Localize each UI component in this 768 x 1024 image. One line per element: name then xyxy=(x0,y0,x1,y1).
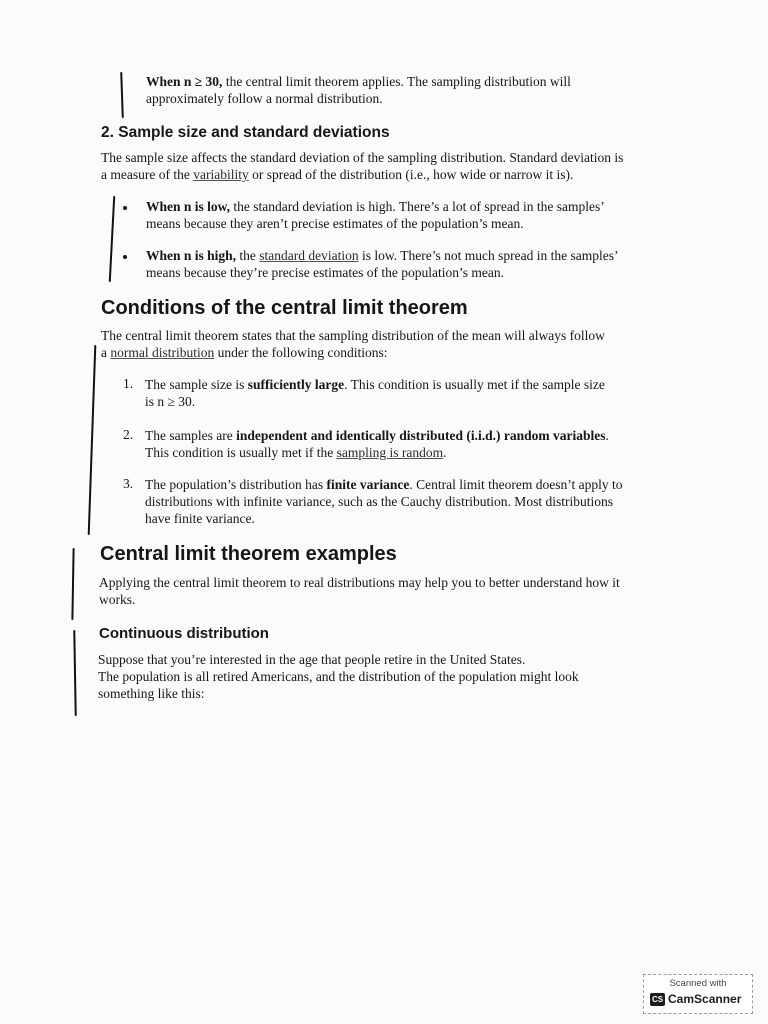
watermark-brand: CamScanner xyxy=(668,992,742,1006)
examples-para-line2: works. xyxy=(99,592,136,607)
condition-2-bold: independent and identically distributed (i.i.d.) random variables xyxy=(236,428,606,443)
condition-3-line3: have finite variance. xyxy=(145,511,255,526)
examples-paragraph xyxy=(99,574,699,608)
watermark-scanned-with: Scanned with xyxy=(669,978,727,989)
condition-2-line2-b: . xyxy=(443,445,447,460)
camscanner-watermark xyxy=(643,974,753,1014)
normal-distribution-link[interactable]: normal distribution xyxy=(110,345,215,360)
continuous-line3: something like this: xyxy=(98,686,205,701)
margin-mark-1 xyxy=(120,72,124,118)
condition-3-b: . Central limit theorem doesn’t apply to xyxy=(409,477,623,492)
bullet-high-n-line2: means because they’re precise estimates of the population’s mean. xyxy=(146,265,504,280)
sample-size-para-line2-b: or spread of the distribution (i.e., how wide or narrow it is). xyxy=(248,167,574,182)
condition-3-a: The population’s distribution has xyxy=(145,477,327,492)
continuous-paragraph xyxy=(98,651,698,702)
bullet-dot-1 xyxy=(123,206,127,210)
section-heading-examples: Central limit theorem examples xyxy=(100,543,397,565)
camscanner-logo-icon: CS xyxy=(651,995,664,1004)
continuous-line1: Suppose that you’re interested in the age that people retire in the United States. xyxy=(98,652,526,667)
condition-1-b: . This condition is usually met if the sample size xyxy=(344,377,605,392)
condition-1-bold: sufficiently large xyxy=(247,377,345,392)
condition-2-number: 2. xyxy=(123,427,134,442)
condition-3-line2: distributions with infinite variance, such as the Cauchy distribution. Most distributions xyxy=(145,494,613,509)
condition-1-line2: is n ≥ 30. xyxy=(145,394,196,409)
examples-para-line1: Applying the central limit theorem to real distributions may help you to better understand how it xyxy=(99,575,620,590)
section-heading-conditions: Conditions of the central limit theorem xyxy=(101,297,468,319)
sample-size-para-line2-a: a measure of the xyxy=(101,167,194,182)
sampling-is-random-link[interactable]: sampling is random xyxy=(336,445,444,460)
condition-3-number: 3. xyxy=(123,476,134,491)
margin-mark-4 xyxy=(71,548,74,620)
top-item-line2: approximately follow a normal distribution. xyxy=(146,91,383,106)
section-heading-continuous: Continuous distribution xyxy=(99,625,269,642)
bullet-low-n-bold: When n is low, xyxy=(146,199,231,214)
margin-mark-3 xyxy=(88,345,97,535)
conditions-intro-line2-b: under the following conditions: xyxy=(214,345,388,360)
condition-2-line2-a: This condition is usually met if the xyxy=(145,445,337,460)
standard-deviation-link[interactable]: standard deviation xyxy=(259,248,359,263)
bullet-low-n xyxy=(146,198,706,232)
condition-2 xyxy=(145,427,725,461)
conditions-intro xyxy=(101,327,701,361)
condition-3 xyxy=(145,476,715,527)
sample-size-paragraph xyxy=(101,149,701,183)
margin-mark-2 xyxy=(109,196,115,282)
bullet-high-n-pre: the xyxy=(236,248,260,263)
condition-1-number: 1. xyxy=(123,376,134,391)
conditions-intro-line2-a: a xyxy=(101,345,111,360)
condition-2-a: The samples are xyxy=(145,428,237,443)
top-item xyxy=(146,73,706,107)
bullet-low-n-line2: means because they aren’t precise estimates of the population’s mean. xyxy=(146,216,524,231)
condition-1-a: The sample size is xyxy=(145,377,248,392)
continuous-line2: The population is all retired Americans, and the distribution of the population might look xyxy=(98,669,579,684)
bullet-high-n-text: is low. There’s not much spread in the samples’ xyxy=(358,248,619,263)
section-heading-sample-size: 2. Sample size and standard deviations xyxy=(101,124,390,141)
condition-3-bold: finite variance xyxy=(326,477,410,492)
bullet-high-n-bold: When n is high, xyxy=(146,248,237,263)
condition-2-b: . xyxy=(605,428,609,443)
variability-link[interactable]: variability xyxy=(193,167,249,182)
top-item-text: the central limit theorem applies. The sampling distribution will xyxy=(222,74,571,89)
condition-1 xyxy=(145,376,705,410)
top-item-bold: When n ≥ 30, xyxy=(146,74,223,89)
bullet-low-n-text: the standard deviation is high. There’s a lot of spread in the samples’ xyxy=(230,199,605,214)
bullet-high-n xyxy=(146,247,706,281)
margin-mark-5 xyxy=(73,630,77,716)
sample-size-para-line1: The sample size affects the standard deviation of the sampling distribution. Standard deviation is xyxy=(101,150,624,165)
conditions-intro-line1: The central limit theorem states that the sampling distribution of the mean will always follow xyxy=(101,328,605,343)
bullet-dot-2 xyxy=(123,255,127,259)
